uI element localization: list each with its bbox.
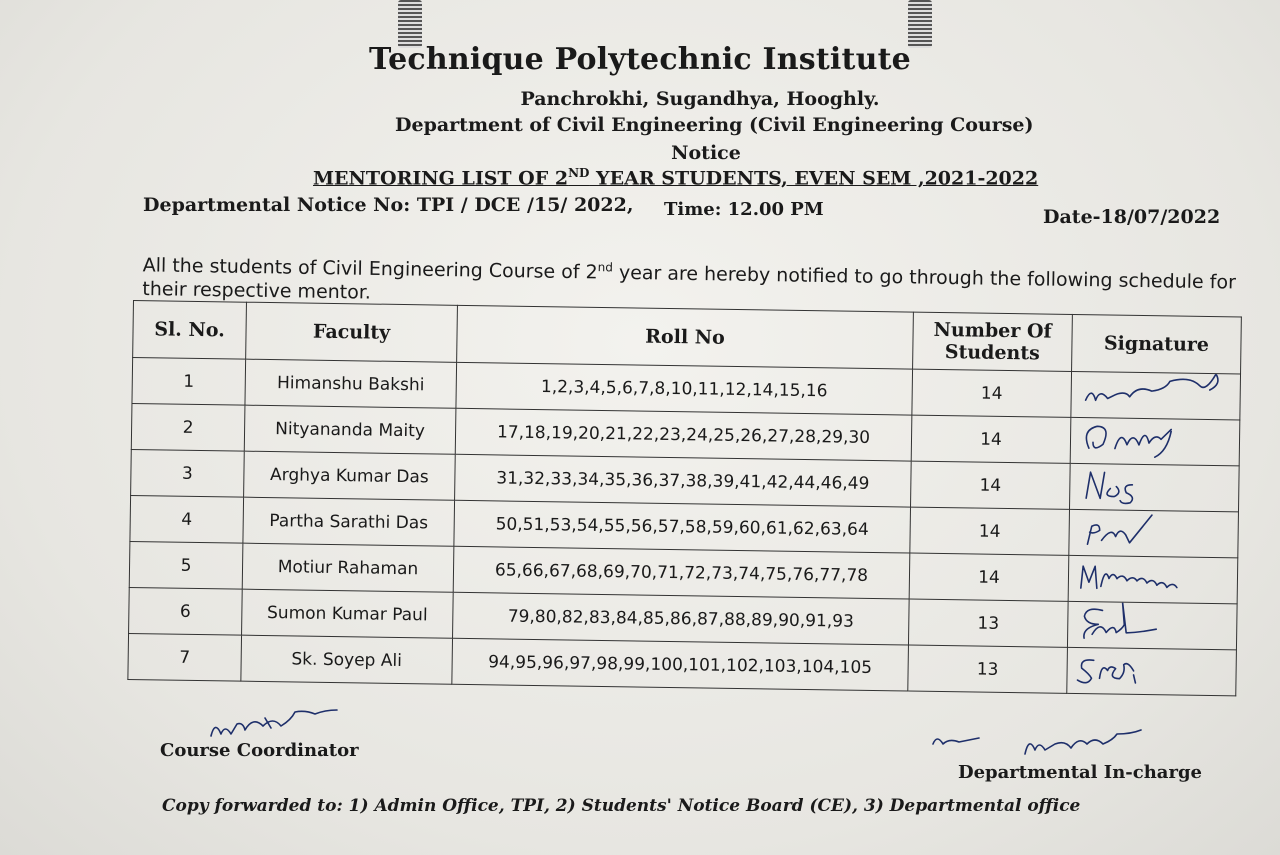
cell-sl: 3: [131, 449, 245, 497]
cell-count: 14: [911, 415, 1071, 463]
incharge-signature: [925, 726, 1175, 762]
cell-roll: 1,2,3,4,5,6,7,8,10,11,12,14,15,16: [456, 362, 913, 415]
department-name: Department of Civil Engineering (Civil Engineering Course): [395, 114, 1034, 136]
cell-signature: [1070, 417, 1240, 466]
course-coordinator-label: Course Coordinator: [160, 740, 359, 761]
cell-roll: 50,51,53,54,55,56,57,58,59,60,61,62,63,64: [454, 500, 911, 553]
signature-mark: [1071, 648, 1232, 690]
header-signature: Signature: [1072, 314, 1242, 374]
copy-forwarded-line: Copy forwarded to: 1) Admin Office, TPI, 2) Students' Notice Board (CE), 3) Departmental office: [162, 796, 1081, 816]
header-faculty: Faculty: [246, 302, 458, 362]
cell-count: 14: [909, 553, 1069, 601]
cell-sl: 2: [131, 403, 245, 451]
cell-sl: 1: [132, 358, 246, 406]
notice-date: Date-18/07/2022: [1043, 206, 1221, 228]
cell-faculty: Sumon Kumar Paul: [242, 589, 454, 638]
cell-roll: 31,32,33,34,35,36,37,38,39,41,42,44,46,49: [455, 454, 912, 507]
cell-sl: 4: [130, 495, 244, 543]
cell-signature: [1069, 509, 1239, 558]
notice-heading: MENTORING LIST OF 2ND YEAR STUDENTS, EVEN SEM ,2021-2022: [313, 166, 1039, 190]
cell-signature: [1067, 601, 1237, 650]
signature-mark: [1073, 556, 1234, 598]
signature-mark: [1075, 418, 1236, 460]
cell-faculty: Himanshu Bakshi: [245, 359, 457, 408]
notice-time: Time: 12.00 PM: [664, 199, 824, 220]
cell-faculty: Motiur Rahaman: [242, 543, 454, 592]
cell-signature: [1068, 555, 1238, 604]
cell-roll: 79,80,82,83,84,85,86,87,88,89,90,91,93: [453, 592, 910, 645]
cell-count: 14: [912, 369, 1072, 417]
binder-clip-right: [908, 0, 932, 48]
cell-faculty: Arghya Kumar Das: [244, 451, 456, 500]
signature-mark: [1073, 510, 1234, 552]
notice-number: Departmental Notice No: TPI / DCE /15/ 2022,: [143, 194, 634, 216]
institute-name: Technique Polytechnic Institute: [369, 42, 911, 77]
cell-sl: 6: [129, 587, 243, 635]
cell-faculty: Sk. Soyep Ali: [241, 635, 453, 684]
intro-paragraph: All the students of Civil Engineering Course of 2nd year are hereby notified to go through the following schedule for their respective mentor.: [142, 254, 1237, 304]
signature-mark: [1075, 372, 1236, 414]
cell-roll: 94,95,96,97,98,99,100,101,102,103,104,105: [452, 638, 909, 691]
coordinator-signature: [205, 708, 365, 744]
header-sl-no: Sl. No.: [133, 301, 247, 360]
binder-clip-left: [398, 0, 422, 48]
cell-faculty: Nityananda Maity: [244, 405, 456, 454]
cell-roll: 17,18,19,20,21,22,23,24,25,26,27,28,29,30: [455, 408, 912, 461]
cell-sl: 5: [129, 541, 243, 589]
institute-address: Panchrokhi, Sugandhya, Hooghly.: [520, 88, 880, 110]
mentor-table-wrapper: [127, 300, 1242, 696]
header-roll-no: Roll No: [457, 305, 914, 369]
cell-count: 14: [911, 461, 1071, 509]
notice-label: Notice: [671, 142, 741, 164]
cell-sl: 7: [128, 633, 242, 681]
signature-mark: [1074, 464, 1235, 506]
cell-count: 13: [908, 599, 1068, 647]
mentor-table: [127, 300, 1242, 696]
cell-signature: [1071, 371, 1241, 420]
cell-signature: [1067, 647, 1237, 696]
cell-signature: [1069, 463, 1239, 512]
cell-count: 14: [910, 507, 1070, 555]
cell-count: 13: [908, 645, 1068, 693]
cell-roll: 65,66,67,68,69,70,71,72,73,74,75,76,77,78: [453, 546, 910, 599]
signature-mark: [1072, 602, 1233, 644]
departmental-incharge-label: Departmental In-charge: [958, 762, 1202, 783]
header-number-of-students: Number Of Students: [913, 312, 1073, 371]
cell-faculty: Partha Sarathi Das: [243, 497, 455, 546]
